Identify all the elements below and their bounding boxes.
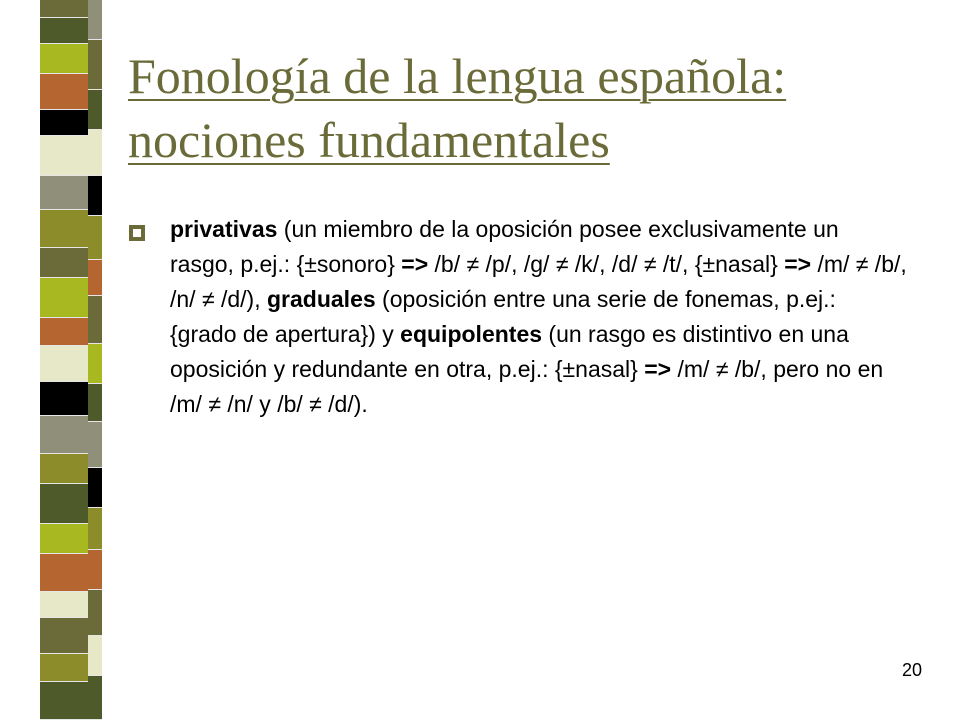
text-run: (un miembro de la oposición posee exclusivamente un rasgo, p.ej.: {±sonoro} [170, 216, 839, 277]
strip-block [40, 454, 88, 484]
strip-block [40, 618, 88, 654]
page-number: 20 [901, 660, 922, 680]
strip-block [40, 110, 88, 136]
strip-block [40, 682, 88, 720]
text-run: /m/ ≠ /b/, pero no en /m/ ≠ /n/ y /b/ ≠ /d/). [170, 356, 884, 417]
bold-run: => [784, 251, 812, 277]
strip-block [88, 176, 102, 216]
strip-block [88, 590, 102, 636]
strip-block [88, 0, 102, 40]
bold-run: equipolentes [400, 321, 543, 347]
strip-block [88, 40, 102, 90]
strip-block [88, 344, 102, 384]
decorative-block-strip [0, 0, 108, 720]
slide-title [128, 44, 928, 172]
strip-block [40, 248, 88, 278]
strip-block [40, 136, 88, 176]
strip-block [40, 346, 88, 382]
strip-block [40, 318, 88, 346]
strip-block [88, 468, 102, 508]
strip-block [88, 90, 102, 130]
strip-block [88, 384, 102, 422]
strip-block [40, 74, 88, 110]
strip-block [40, 176, 88, 210]
bullet-paragraph [170, 212, 908, 422]
strip-block [40, 0, 88, 18]
bold-run: graduales [267, 286, 376, 312]
strip-block [88, 636, 102, 676]
strip-block [88, 130, 102, 176]
bold-run: privativas [170, 216, 278, 242]
text-run: /m/ ≠ /b/, /n/ ≠ /d/), [170, 251, 907, 312]
strip-block [88, 676, 102, 720]
bold-run: => [401, 251, 429, 277]
slide-title-line-1: Fonología de la lengua española: [128, 48, 787, 104]
strip-block [40, 416, 88, 454]
bold-run: => [644, 356, 672, 382]
strip-block [88, 216, 102, 260]
strip-block [40, 210, 88, 248]
strip-block [40, 554, 88, 592]
strip-block [88, 508, 102, 550]
strip-block [40, 18, 88, 44]
strip-block [40, 524, 88, 554]
text-run: /b/ ≠ /p/, /g/ ≠ /k/, /d/ ≠ /t/, {±nasal} [428, 251, 785, 277]
strip-block [88, 550, 102, 590]
strip-block [40, 592, 88, 618]
slide-title-line-2: nociones fundamentales [128, 112, 610, 168]
strip-block [40, 382, 88, 416]
text-run: (oposición entre una serie de fonemas, p.ej.: {grado de apertura}) y [170, 286, 836, 347]
strip-block [88, 422, 102, 468]
strip-block [40, 278, 88, 318]
square-bullet-icon [128, 224, 146, 242]
strip-block [40, 44, 88, 74]
bullet-point [128, 212, 908, 422]
text-run: (un rasgo es distintivo en una oposición y redundante en otra, p.ej.: {±nasal} [170, 321, 849, 382]
strip-block [88, 296, 102, 344]
strip-block [40, 484, 88, 524]
strip-block [88, 260, 102, 296]
strip-block [40, 654, 88, 682]
